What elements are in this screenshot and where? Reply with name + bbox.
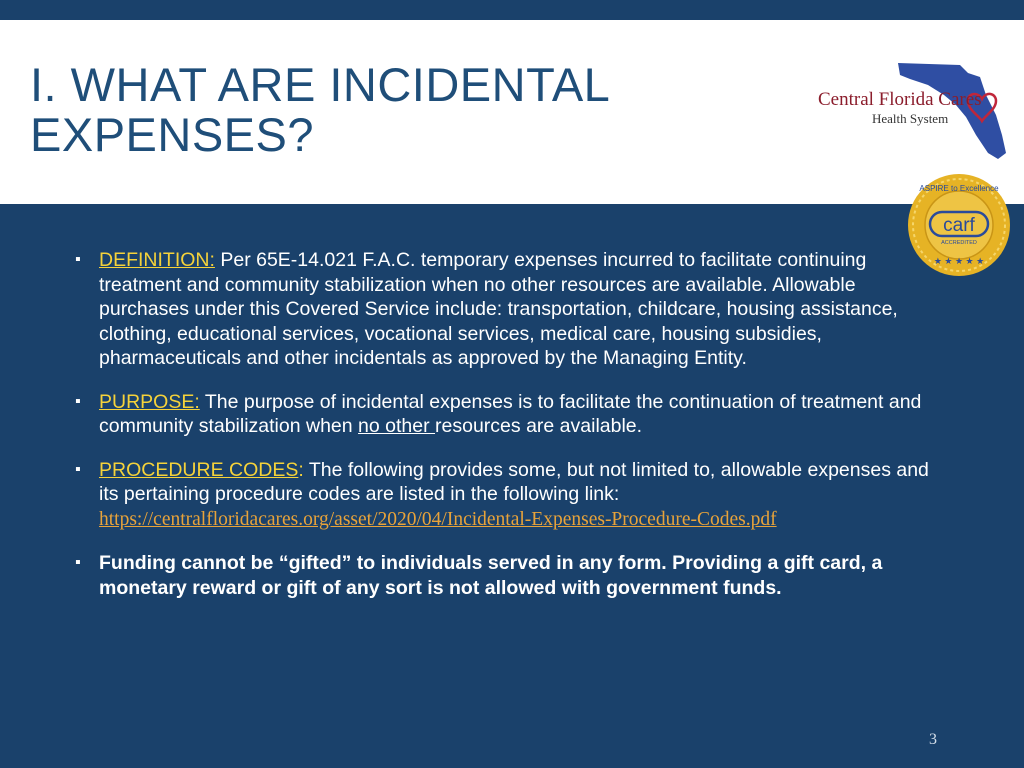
purpose-label: PURPOSE: — [99, 390, 200, 413]
seal-stars: ★ ★ ★ ★ ★ — [933, 256, 985, 266]
top-band — [0, 0, 1024, 20]
page-number: 3 — [929, 731, 937, 748]
central-florida-cares-logo — [810, 55, 1015, 165]
procedure-codes-colon: : — [298, 458, 304, 481]
logo-name-line-1: Central Florida Cares — [818, 89, 982, 110]
procedure-codes-text: The following provides some, but not limited to, allowable expenses and its pertaining procedure codes are listed in the following link: — [99, 458, 929, 505]
bullet-marker: ▪ — [75, 392, 81, 410]
seal-carf-text: carf — [943, 215, 975, 236]
purpose-underlined-text: no other — [358, 415, 436, 437]
bullet-funding-warning — [70, 551, 930, 600]
definition-label: DEFINITION: — [99, 249, 215, 271]
seal-arc-text: ASPIRE to Excellence — [919, 184, 999, 193]
logo-name-line-2: Health System — [872, 111, 949, 126]
bullet-marker: ▪ — [75, 554, 81, 571]
purpose-text-before: The purpose of incidental expenses is to facilitate the continuation of treatment and community stabilization when — [99, 390, 922, 437]
bullet-definition — [70, 248, 930, 371]
slide-title — [30, 60, 730, 160]
procedure-codes-link[interactable]: https://centralfloridacares.org/asset/2020/04/Incidental-Expenses-Procedure-Codes.pdf — [99, 508, 777, 530]
bullet-list — [70, 248, 930, 619]
procedure-codes-label: PROCEDURE CODES — [99, 458, 299, 481]
seal-accredited-text: ACCREDITED — [941, 240, 977, 246]
bullet-purpose — [70, 390, 930, 439]
title-line-2: EXPENSES? — [30, 108, 315, 161]
bullet-procedure-codes — [70, 458, 930, 533]
bullet-marker: ▪ — [75, 251, 81, 268]
definition-text: Per 65E-14.021 F.A.C. temporary expenses incurred to facilitate continuing treatment and community stabilization when no other resources are available. Allowable purchases under this Covered Service include: transportation, childcare, housing assistance, clothing, educational services, vocational services, medical care, housing subsidies, pharmaceuticals and other incidentals as approved by the Managing Entity. — [99, 249, 898, 369]
title-line-1: I. WHAT ARE INCIDENTAL — [30, 58, 611, 111]
bullet-marker: ▪ — [75, 460, 81, 478]
purpose-text-after: resources are available. — [435, 415, 643, 437]
funding-warning-text: Funding cannot be “gifted” to individuals served in any form. Providing a gift card, a monetary reward or gift of any sort is not allowed with government funds. — [99, 552, 883, 599]
